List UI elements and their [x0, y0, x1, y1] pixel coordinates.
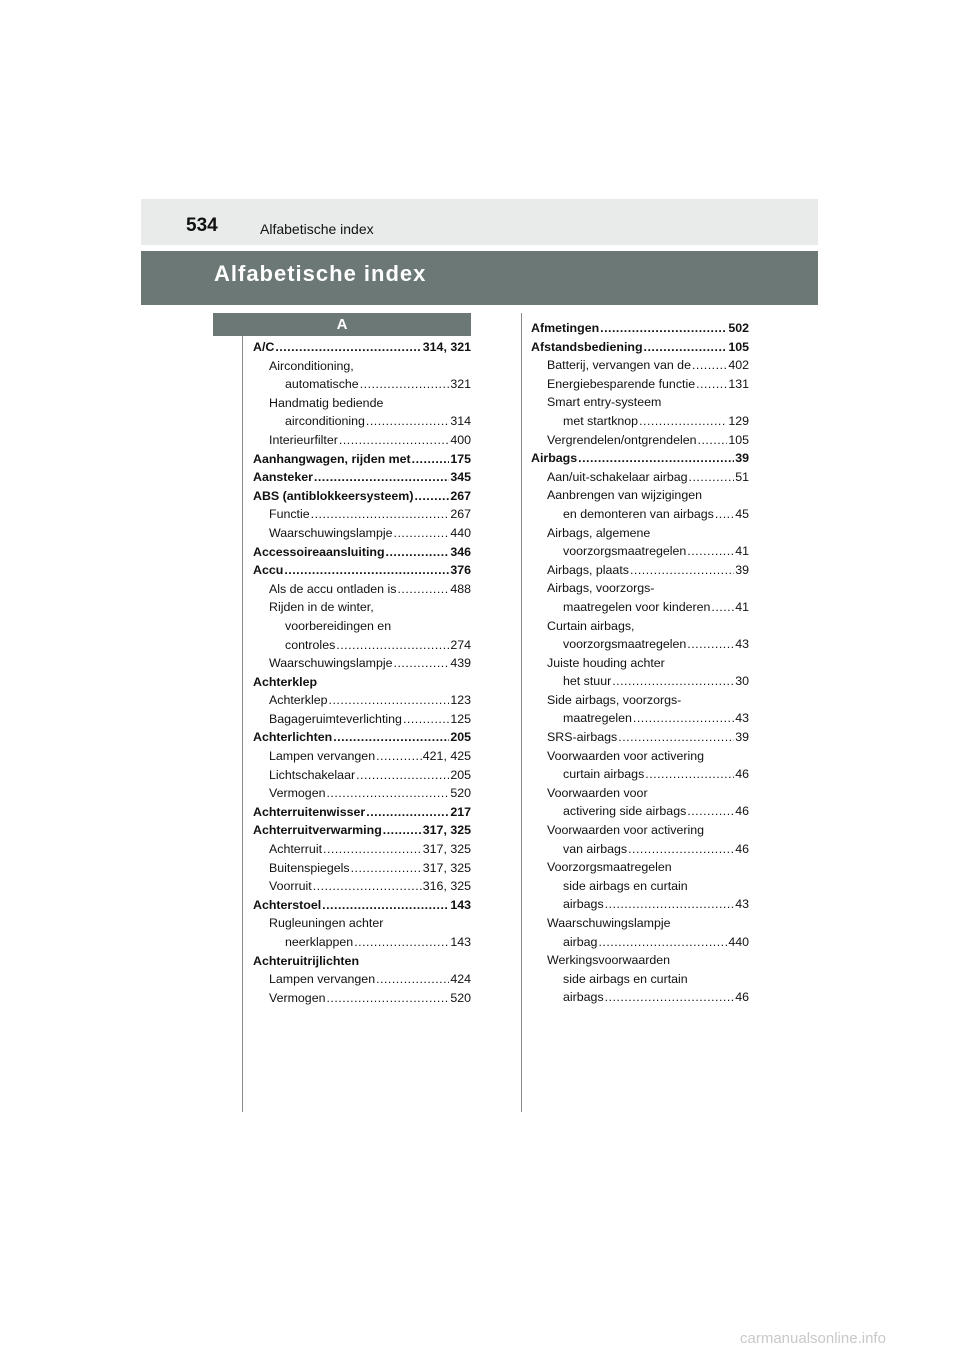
- index-entry-page[interactable]: 39: [735, 451, 749, 466]
- index-entry-label: Achterklep: [269, 693, 328, 708]
- dot-leader: [339, 431, 449, 450]
- index-entry-page[interactable]: 488: [450, 581, 471, 596]
- index-entry: [253, 691, 471, 710]
- index-entry-page[interactable]: 439: [450, 656, 471, 671]
- dot-leader: [696, 375, 727, 394]
- index-entry-label: Accu: [253, 563, 284, 578]
- index-entry: [253, 505, 471, 524]
- dot-leader: [354, 933, 449, 952]
- index-entry: [531, 895, 749, 914]
- index-entry: [253, 617, 471, 636]
- index-entry: [253, 468, 471, 487]
- index-entry-label: airbag: [563, 934, 598, 949]
- index-entry: [531, 877, 749, 896]
- index-entry: [531, 747, 749, 766]
- index-entry: [253, 877, 471, 896]
- dot-leader: [386, 543, 450, 562]
- index-entry: [531, 914, 749, 933]
- index-entry-label: controles: [285, 637, 336, 652]
- dot-leader: [633, 709, 734, 728]
- index-entry-label: Achterlichten: [253, 730, 333, 745]
- index-entry-label: Energiebesparende functie: [547, 376, 696, 391]
- dot-leader: [628, 840, 734, 859]
- index-entry-label: Voorwaarden voor activering: [547, 823, 705, 838]
- index-entry-page[interactable]: 314, 321: [422, 340, 471, 354]
- index-entry-label: Lichtschakelaar: [269, 767, 356, 782]
- dot-leader: [323, 840, 422, 859]
- index-entry-label: Aan/uit-schakelaar airbag: [547, 469, 688, 484]
- index-entry: [253, 450, 471, 469]
- dot-leader: [598, 933, 727, 952]
- dot-leader: [612, 672, 734, 691]
- dot-leader: [698, 431, 728, 450]
- index-entry-page[interactable]: 143: [450, 935, 471, 949]
- section-letter-header: A: [213, 313, 471, 336]
- index-entry-page[interactable]: 41: [735, 599, 749, 614]
- index-entry-page[interactable]: 46: [735, 990, 749, 1005]
- index-entry: [253, 803, 471, 822]
- index-entry-page[interactable]: 317, 325: [422, 823, 471, 838]
- dot-leader: [275, 338, 421, 357]
- index-entry-page[interactable]: 43: [735, 711, 749, 726]
- index-entry-label: Afstandsbediening: [531, 339, 643, 354]
- index-entry: [253, 543, 471, 562]
- dot-leader: [687, 635, 734, 654]
- index-entry-label: maatregelen: [563, 711, 632, 726]
- index-entry-page[interactable]: 205: [450, 767, 471, 782]
- index-entry-page[interactable]: 267: [450, 488, 471, 503]
- index-entry: [253, 710, 471, 729]
- dot-leader: [313, 877, 422, 896]
- index-entry-label: Airbags, plaats: [547, 562, 629, 577]
- index-entry: [531, 672, 749, 691]
- index-entry: [253, 580, 471, 599]
- index-entry: [253, 598, 471, 617]
- index-entry-label: Juiste houding achter: [547, 655, 665, 670]
- dot-leader: [326, 989, 449, 1008]
- index-entry-label: voorzorgsmaatregelen: [563, 637, 687, 652]
- index-entry-page[interactable]: 39: [735, 562, 749, 577]
- index-entry-label: Handmatig bediende: [269, 395, 384, 410]
- index-entry: [253, 821, 471, 840]
- dot-leader: [322, 896, 449, 915]
- index-column-left: [253, 338, 471, 1007]
- index-entry-label: met startknop: [563, 413, 639, 428]
- index-entry-label: automatische: [285, 377, 359, 392]
- index-entry: [253, 914, 471, 933]
- index-entry-page[interactable]: 46: [735, 841, 749, 856]
- index-entry: [531, 728, 749, 747]
- dot-leader: [639, 412, 727, 431]
- index-entry-page[interactable]: 131: [728, 376, 749, 391]
- index-entry-label: SRS-airbags: [547, 730, 618, 745]
- index-entry-page[interactable]: 267: [450, 507, 471, 522]
- dot-leader: [376, 747, 422, 766]
- index-entry-label: Side airbags, voorzorgs-: [547, 692, 682, 707]
- index-entry-label: curtain airbags: [563, 767, 645, 782]
- index-entry-page[interactable]: 400: [450, 432, 471, 447]
- page-number: 534: [186, 215, 218, 236]
- index-entry-page[interactable]: 129: [728, 413, 749, 428]
- index-entry-label: Airbags, algemene: [547, 525, 651, 540]
- dot-leader: [360, 375, 450, 394]
- index-entry-label: A/C: [253, 340, 275, 354]
- index-entry-label: side airbags en curtain: [563, 878, 688, 893]
- dot-leader: [329, 691, 450, 710]
- index-entry-label: Interieurfilter: [269, 432, 338, 447]
- index-entry-label: side airbags en curtain: [563, 971, 688, 986]
- index-entry-page[interactable]: 46: [735, 767, 749, 782]
- index-entry: [531, 468, 749, 487]
- index-entry-page[interactable]: 123: [450, 693, 471, 708]
- index-entry: [253, 524, 471, 543]
- dot-leader: [351, 859, 422, 878]
- index-entry-label: Achterstoel: [253, 897, 322, 912]
- index-entry-label: van airbags: [563, 841, 628, 856]
- index-entry: [531, 709, 749, 728]
- index-entry-label: Functie: [269, 507, 310, 522]
- index-entry: [531, 486, 749, 505]
- index-entry: [253, 431, 471, 450]
- dot-leader: [394, 654, 450, 673]
- dot-leader: [366, 412, 449, 431]
- index-entry-label: Rugleuningen achter: [269, 916, 384, 931]
- index-entry: [253, 412, 471, 431]
- index-entry: [531, 412, 749, 431]
- index-entry-label: activering side airbags: [563, 804, 687, 819]
- index-entry-label: Waarschuwingslampje: [269, 525, 393, 540]
- index-entry-label: Achteruitrijlichten: [253, 953, 360, 968]
- dot-leader: [689, 468, 735, 487]
- index-entry-label: Rijden in de winter,: [269, 600, 374, 615]
- index-entry: [531, 617, 749, 636]
- index-entry-page[interactable]: 45: [735, 506, 749, 521]
- index-entry: [531, 988, 749, 1007]
- dot-leader: [376, 970, 449, 989]
- index-entry-page[interactable]: 30: [735, 674, 749, 689]
- dot-leader: [394, 524, 450, 543]
- index-entry-page[interactable]: 424: [450, 972, 471, 987]
- index-entry: [253, 375, 471, 394]
- index-entry-label: Batterij, vervangen van de: [547, 358, 691, 373]
- index-entry-label: Achterruitverwarming: [253, 823, 382, 838]
- dot-leader: [356, 766, 449, 785]
- index-entry-label: voorzorgsmaatregelen: [563, 544, 687, 559]
- right-column-rule: [521, 313, 522, 1112]
- index-entry-page[interactable]: 317, 325: [422, 860, 471, 875]
- index-entry-label: Achterklep: [253, 674, 318, 689]
- index-entry-page[interactable]: 520: [450, 786, 471, 801]
- index-entry-page[interactable]: 316, 325: [422, 879, 471, 894]
- dot-leader: [311, 505, 450, 524]
- index-entry-label: Lampen vervangen: [269, 749, 376, 764]
- index-entry: [531, 431, 749, 450]
- index-entry-label: maatregelen voor kinderen: [563, 599, 711, 614]
- index-entry-page[interactable]: 41: [735, 544, 749, 559]
- index-entry-page[interactable]: 345: [450, 470, 471, 485]
- index-entry-label: Airbags: [531, 451, 578, 466]
- index-entry-label: airbags: [563, 990, 604, 1005]
- index-entry-page[interactable]: 520: [450, 990, 471, 1005]
- dot-leader: [397, 580, 449, 599]
- dot-leader: [711, 598, 734, 617]
- left-column-rule: [242, 336, 243, 1112]
- index-entry: [531, 970, 749, 989]
- dot-leader: [687, 542, 734, 561]
- index-entry-page[interactable]: 217: [450, 804, 471, 819]
- index-entry: [531, 933, 749, 952]
- index-entry: [531, 802, 749, 821]
- index-entry: [253, 896, 471, 915]
- index-entry-label: Achterruit: [269, 842, 323, 857]
- index-entry-label: Buitenspiegels: [269, 860, 350, 875]
- index-entry-label: Voorwaarden voor activering: [547, 748, 705, 763]
- dot-leader: [715, 505, 734, 524]
- index-entry-label: Smart entry-systeem: [547, 395, 662, 410]
- index-entry-label: Airconditioning,: [269, 358, 354, 373]
- index-entry-label: airconditioning: [285, 414, 365, 429]
- index-entry-page[interactable]: 274: [450, 637, 471, 652]
- dot-leader: [333, 728, 449, 747]
- dot-leader: [366, 803, 449, 822]
- index-entry: [253, 989, 471, 1008]
- dot-leader: [618, 728, 734, 747]
- index-entry-label: Aansteker: [253, 470, 313, 485]
- index-entry: [253, 487, 471, 506]
- running-header-title: Alfabetische index: [260, 221, 374, 237]
- index-entry-page[interactable]: 143: [450, 897, 471, 912]
- index-entry-label: Vermogen: [269, 786, 326, 801]
- index-entry: [253, 784, 471, 803]
- index-entry: [531, 524, 749, 543]
- dot-leader: [403, 710, 449, 729]
- index-entry: [531, 840, 749, 859]
- index-entry: [253, 859, 471, 878]
- index-entry-label: ABS (antiblokkeersysteem): [253, 488, 414, 503]
- index-entry-label: Aanbrengen van wijzigingen: [547, 488, 702, 503]
- index-entry: [531, 542, 749, 561]
- index-entry: [531, 449, 749, 468]
- index-entry-label: Aanhangwagen, rijden met: [253, 451, 411, 466]
- index-entry: [531, 505, 749, 524]
- index-entry: [531, 375, 749, 394]
- index-entry: [253, 952, 471, 971]
- dot-leader: [284, 561, 449, 580]
- index-entry-page[interactable]: 402: [728, 358, 749, 373]
- index-entry-page[interactable]: 421, 425: [422, 749, 471, 764]
- index-entry-label: airbags: [563, 897, 604, 912]
- index-entry-page[interactable]: 105: [728, 432, 749, 447]
- index-entry-label: Werkingsvoorwaarden: [547, 953, 671, 968]
- index-entry-page[interactable]: 105: [728, 339, 749, 354]
- dot-leader: [605, 988, 735, 1007]
- index-entry-label: Voorruit: [269, 879, 312, 894]
- dot-leader: [414, 487, 449, 506]
- dot-leader: [314, 468, 449, 487]
- index-entry-label: Voorwaarden voor: [547, 785, 648, 800]
- index-entry-label: Airbags, voorzorgs-: [547, 581, 655, 596]
- index-entry: [531, 338, 749, 357]
- index-entry: [531, 561, 749, 580]
- dot-leader: [630, 561, 734, 580]
- index-entry-page[interactable]: 43: [735, 897, 749, 912]
- index-entry: [253, 357, 471, 376]
- index-entry-label: Waarschuwingslampje: [547, 916, 671, 930]
- dot-leader: [412, 450, 450, 469]
- index-entry: [531, 784, 749, 803]
- index-entry-label: en demonteren van airbags: [563, 506, 714, 521]
- index-entry: [531, 765, 749, 784]
- index-entry-label: Lampen vervangen: [269, 972, 376, 987]
- index-entry: [253, 840, 471, 859]
- index-entry: [253, 673, 471, 692]
- index-entry-label: Als de accu ontladen is: [269, 581, 397, 596]
- index-entry: [253, 394, 471, 413]
- index-entry-label: Waarschuwingslampje: [269, 656, 393, 671]
- page-title: Alfabetische index: [214, 261, 427, 286]
- index-entry: [253, 561, 471, 580]
- index-entry: [253, 970, 471, 989]
- index-entry: [253, 636, 471, 655]
- index-entry: [531, 654, 749, 673]
- index-entry: [531, 858, 749, 877]
- index-column-right: [531, 319, 749, 1007]
- index-entry-page[interactable]: 440: [728, 934, 749, 949]
- index-entry: [531, 821, 749, 840]
- index-entry-page[interactable]: 502: [728, 321, 749, 335]
- index-entry: [531, 319, 749, 338]
- dot-leader: [692, 356, 727, 375]
- index-entry: [531, 393, 749, 412]
- index-entry-label: neerklappen: [285, 935, 354, 949]
- index-entry-page[interactable]: 51: [735, 469, 749, 484]
- dot-leader: [644, 338, 728, 357]
- index-entry-page[interactable]: 205: [450, 730, 471, 745]
- index-entry: [531, 356, 749, 375]
- index-entry-page[interactable]: 46: [735, 804, 749, 819]
- dot-leader: [336, 636, 449, 655]
- index-entry-label: Vergrendelen/ontgrendelen: [547, 432, 697, 447]
- dot-leader: [600, 319, 727, 338]
- index-entry-page[interactable]: 321: [450, 377, 471, 392]
- index-entry-page[interactable]: 346: [450, 544, 471, 559]
- index-entry: [531, 598, 749, 617]
- index-entry-label: Curtain airbags,: [547, 618, 635, 633]
- index-entry-label: Achterruitenwisser: [253, 804, 366, 819]
- watermark: carmanualsonline.info: [740, 1330, 886, 1347]
- index-entry-label: Afmetingen: [531, 321, 600, 335]
- index-entry: [253, 728, 471, 747]
- index-entry-page[interactable]: 440: [450, 525, 471, 540]
- index-entry-label: Accessoireaansluiting: [253, 544, 385, 559]
- dot-leader: [578, 449, 734, 468]
- index-entry: [253, 766, 471, 785]
- index-entry-page[interactable]: 39: [735, 730, 749, 745]
- dot-leader: [326, 784, 449, 803]
- index-entry-page[interactable]: 125: [450, 711, 471, 726]
- dot-leader: [645, 765, 734, 784]
- index-entry: [531, 691, 749, 710]
- running-header-band: [141, 199, 818, 245]
- dot-leader: [687, 802, 734, 821]
- index-entry: [253, 933, 471, 952]
- index-entry: [531, 635, 749, 654]
- index-entry-page[interactable]: 43: [735, 637, 749, 652]
- index-entry-label: voorbereidingen en: [285, 618, 392, 633]
- index-entry-label: Bagageruimteverlichting: [269, 711, 402, 726]
- index-entry-label: Voorzorgsmaatregelen: [547, 860, 672, 875]
- index-entry-page[interactable]: 376: [450, 563, 471, 578]
- index-entry: [531, 951, 749, 970]
- index-entry: [253, 654, 471, 673]
- index-entry-label: Vermogen: [269, 990, 326, 1005]
- index-entry-page[interactable]: 175: [450, 451, 471, 466]
- index-entry-label: het stuur: [563, 674, 612, 689]
- dot-leader: [605, 895, 735, 914]
- dot-leader: [383, 821, 422, 840]
- index-entry: [253, 338, 471, 357]
- index-entry-page[interactable]: 317, 325: [422, 842, 471, 857]
- index-entry-page[interactable]: 314: [450, 414, 471, 429]
- index-entry: [531, 579, 749, 598]
- index-entry: [253, 747, 471, 766]
